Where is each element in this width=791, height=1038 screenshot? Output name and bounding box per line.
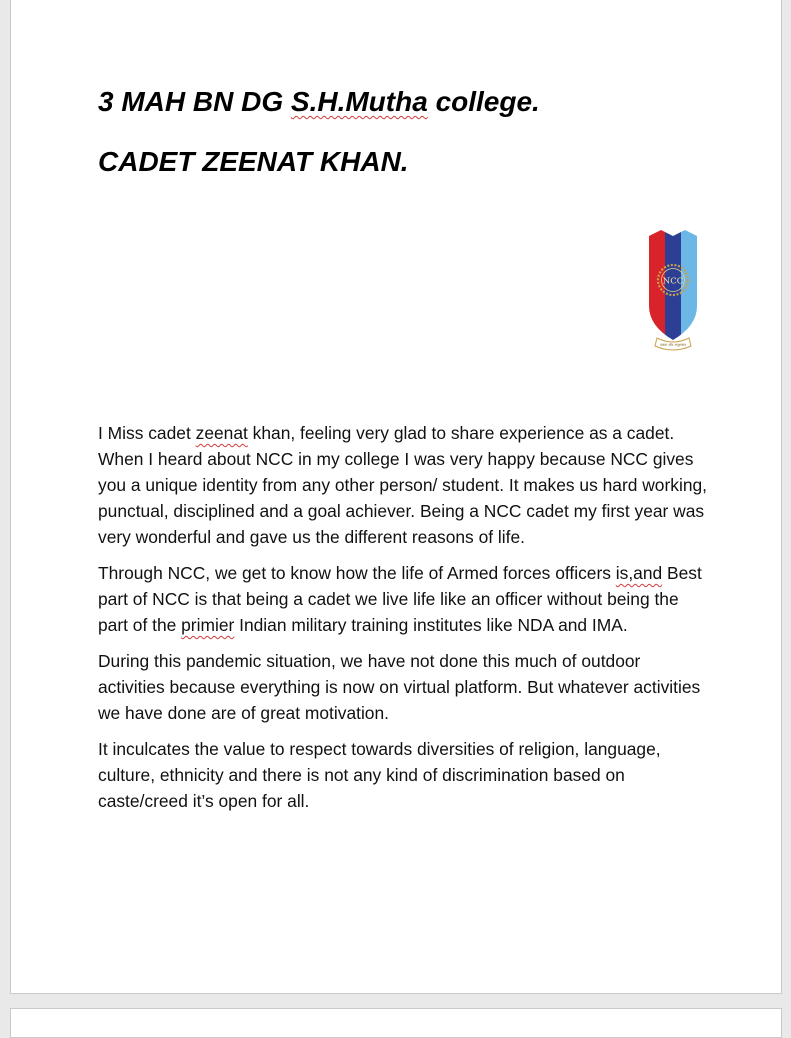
- paragraph-1: [98, 420, 708, 550]
- spellcheck-word: primier: [181, 615, 235, 635]
- paragraph-text: khan, feeling very glad to share experience as a cadet. When I heard about NCC in my college I was very happy because NCC gives you a unique identity from any other person/ student. It makes us hard working, punctual, disciplined and a goal achiever. Being a NCC cadet my first year was very wonderful and gave us the different reasons of life.: [98, 423, 708, 547]
- body-text: [98, 420, 708, 824]
- motto-text: एकता और अनुशासन: [659, 343, 687, 347]
- heading-text: college.: [427, 86, 540, 117]
- paragraph-text: Through NCC, we get to know how the life of Armed forces officers: [98, 563, 616, 583]
- heading-text: 3 MAH BN DG: [98, 86, 291, 117]
- spellcheck-word: S.H.Mutha: [290, 86, 428, 117]
- paragraph-text: Indian military training institutes like NDA and IMA.: [234, 615, 628, 635]
- document-page: [10, 0, 782, 994]
- paragraph-4: It inculcates the value to respect towards diversities of religion, language, culture, ethnicity and there is not any kind of discrimination based on caste/creed it’s open for all.: [98, 739, 661, 811]
- heading-line-2: CADET ZEENAT KHAN.: [98, 146, 409, 177]
- flag-icon: [647, 228, 699, 348]
- paragraph-text: I Miss cadet: [98, 423, 196, 443]
- heading-line-1: [98, 85, 540, 119]
- spellcheck-word: is,and: [615, 563, 663, 583]
- ncc-logo: [647, 228, 699, 356]
- spellcheck-word: zeenat: [195, 423, 248, 443]
- paragraph-3: During this pandemic situation, we have not done this much of outdoor activities because everything is now on virtual platform. But whatever activities we have done are of great motivation.: [98, 651, 701, 723]
- ncc-emblem-text: NCC: [662, 276, 684, 287]
- paragraph-2: [98, 560, 708, 638]
- next-page-edge: [10, 1008, 782, 1038]
- paragraph-text: Best part of NCC is that being a cadet we live life like an officer without being the part of the: [98, 563, 702, 635]
